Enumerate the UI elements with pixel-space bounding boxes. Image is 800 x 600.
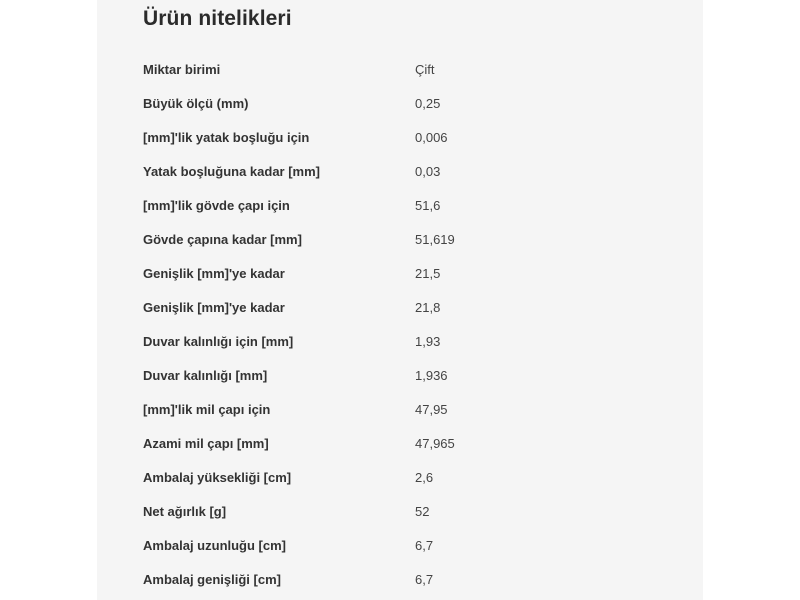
table-row xyxy=(143,222,663,256)
attribute-label: Genişlik [mm]'ye kadar xyxy=(143,299,285,315)
attribute-label: Ambalaj yüksekliği [cm] xyxy=(143,469,292,485)
table-row xyxy=(143,426,663,460)
table-row xyxy=(143,154,663,188)
attribute-label: Duvar kalınlığı için [mm] xyxy=(143,333,294,349)
table-row xyxy=(143,86,663,120)
attribute-label: Genişlik [mm]'ye kadar xyxy=(143,265,285,281)
attribute-label: [mm]'lik yatak boşluğu için xyxy=(143,129,310,145)
section-title: Ürün nitelikleri xyxy=(143,7,292,30)
table-row xyxy=(143,528,663,562)
attribute-label: Azami mil çapı [mm] xyxy=(143,435,269,451)
attribute-label: Miktar birimi xyxy=(143,61,221,77)
table-row xyxy=(143,460,663,494)
attribute-value: 1,936 xyxy=(415,367,448,383)
table-row xyxy=(143,494,663,528)
table-row xyxy=(143,392,663,426)
table-row xyxy=(143,290,663,324)
attribute-value: 21,5 xyxy=(415,265,441,281)
attribute-value: 1,93 xyxy=(415,333,441,349)
table-row xyxy=(143,120,663,154)
attribute-value: 0,25 xyxy=(415,95,441,111)
table-row xyxy=(143,52,663,86)
attribute-value: 6,7 xyxy=(415,537,434,553)
table-row xyxy=(143,358,663,392)
attribute-value: Çift xyxy=(415,61,435,77)
table-row xyxy=(143,562,663,596)
table-row xyxy=(143,188,663,222)
attribute-label: Net ağırlık [g] xyxy=(143,503,227,519)
attribute-value: 51,619 xyxy=(415,231,455,247)
attribute-label: Ambalaj uzunluğu [cm] xyxy=(143,537,286,553)
attribute-value: 52 xyxy=(415,503,430,519)
attribute-value: 47,95 xyxy=(415,401,448,417)
attribute-label: [mm]'lik gövde çapı için xyxy=(143,197,290,213)
attribute-value: 21,8 xyxy=(415,299,441,315)
attribute-value: 47,965 xyxy=(415,435,455,451)
attribute-label: Yatak boşluğuna kadar [mm] xyxy=(143,163,320,179)
table-row xyxy=(143,256,663,290)
attribute-value: 0,03 xyxy=(415,163,441,179)
attribute-label: Büyük ölçü (mm) xyxy=(143,95,249,111)
attribute-label: [mm]'lik mil çapı için xyxy=(143,401,271,417)
attribute-label: Ambalaj genişliği [cm] xyxy=(143,571,281,587)
attributes-table xyxy=(143,52,663,596)
attribute-label: Gövde çapına kadar [mm] xyxy=(143,231,302,247)
attribute-label: Duvar kalınlığı [mm] xyxy=(143,367,268,383)
table-row xyxy=(143,324,663,358)
attribute-value: 6,7 xyxy=(415,571,434,587)
attribute-value: 0,006 xyxy=(415,129,448,145)
attribute-value: 2,6 xyxy=(415,469,434,485)
attribute-value: 51,6 xyxy=(415,197,441,213)
